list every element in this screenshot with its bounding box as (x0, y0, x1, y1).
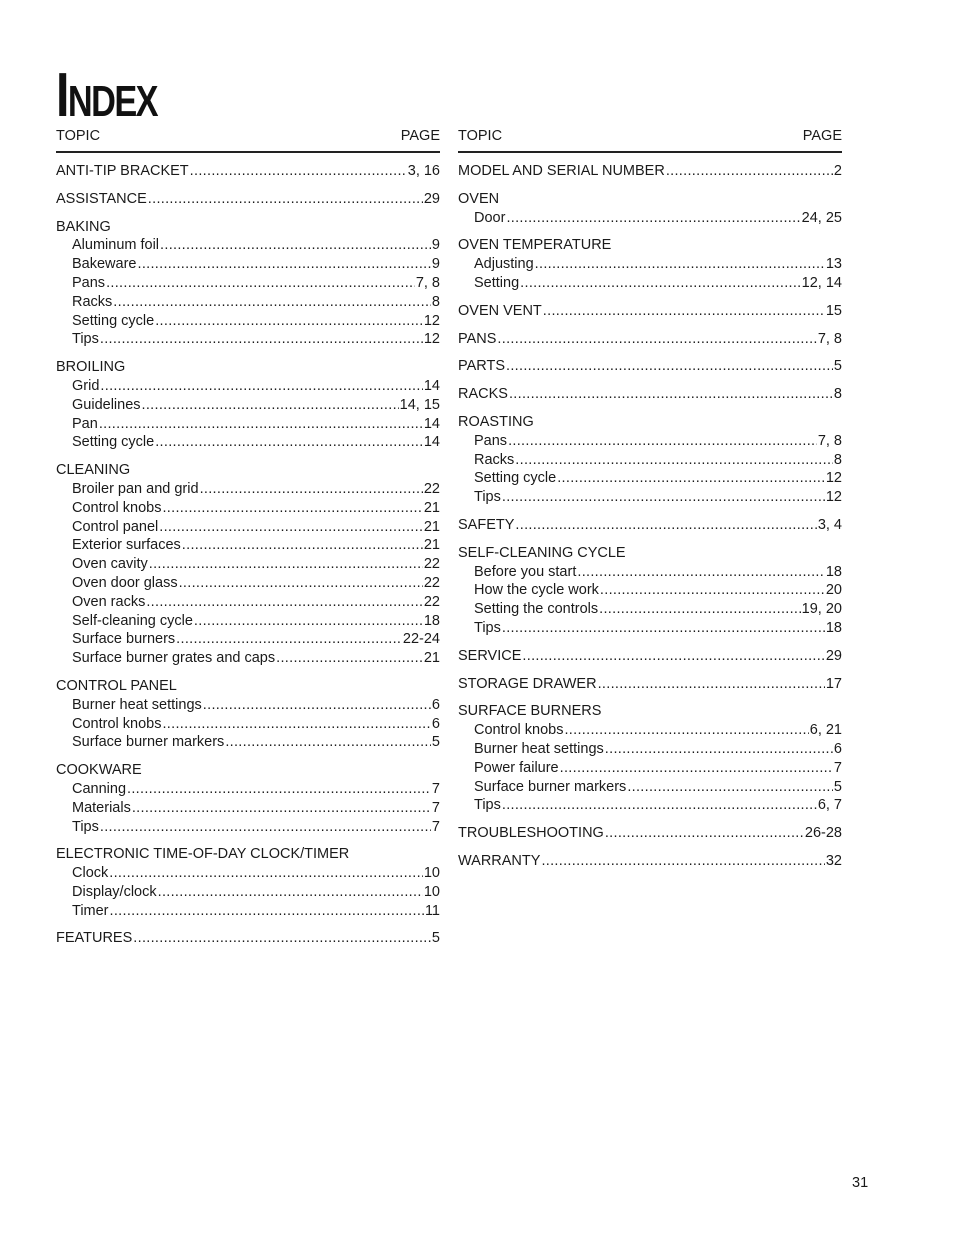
index-category: OVEN TEMPERATURE (458, 237, 612, 254)
index-entry (458, 647, 842, 666)
entry-page: 7, 8 (415, 274, 440, 291)
topic-header: TOPIC (458, 128, 503, 144)
index-group (56, 761, 440, 836)
entry-page: 12, 14 (801, 274, 842, 291)
entry-topic: Oven racks (72, 593, 146, 610)
index-entry (458, 162, 842, 181)
index-entry (56, 274, 440, 293)
dot-leader (502, 619, 825, 638)
index-group (458, 675, 842, 694)
entry-page: 9 (431, 237, 440, 254)
title-rest: NDEX (67, 77, 157, 126)
index-group (56, 461, 440, 668)
index-entry (56, 433, 440, 452)
index-entry (458, 357, 842, 376)
page-header: PAGE (400, 128, 440, 144)
index-entry (56, 499, 440, 518)
dot-leader (155, 433, 423, 452)
entry-page: 2 (833, 163, 842, 179)
index-category: OVEN (458, 190, 500, 207)
dot-leader (541, 852, 824, 871)
entry-page: 22 (423, 480, 440, 497)
entry-page: 7, 8 (817, 330, 842, 347)
entry-page: 12 (423, 312, 440, 329)
entry-topic: STORAGE DRAWER (458, 675, 597, 692)
index-entry (56, 780, 440, 799)
entry-page: 6, 21 (809, 722, 842, 739)
page-header: PAGE (802, 128, 842, 144)
entry-page: 7 (431, 799, 440, 816)
entry-topic: Setting the controls (474, 601, 599, 618)
dot-leader (577, 563, 825, 582)
index-entry (458, 824, 842, 843)
entry-topic: PANS (458, 330, 497, 347)
index-group (458, 852, 842, 871)
dot-leader (276, 649, 423, 668)
dot-leader (520, 274, 801, 293)
index-group (458, 824, 842, 843)
entry-page: 32 (825, 852, 842, 869)
index-group (458, 702, 842, 815)
entry-topic: Tips (72, 331, 99, 348)
entry-page: 6 (431, 696, 440, 713)
index-column-left (56, 128, 440, 957)
dot-leader (497, 330, 816, 349)
index-entry (458, 274, 842, 293)
dot-leader (162, 499, 422, 518)
entry-topic: Burner heat settings (72, 696, 202, 713)
topic-header: TOPIC (56, 128, 101, 144)
index-entry (458, 255, 842, 274)
dot-leader (515, 516, 816, 535)
dot-leader (132, 799, 431, 818)
entry-page: 22-24 (402, 631, 440, 648)
entry-page: 22 (423, 593, 440, 610)
entry-page: 6 (431, 715, 440, 732)
dot-leader (515, 451, 833, 470)
dot-leader (146, 593, 423, 612)
index-entry (458, 451, 842, 470)
dot-leader (522, 647, 824, 666)
index-group (458, 516, 842, 535)
index-category: CLEANING (56, 462, 131, 479)
entry-page: 14 (423, 377, 440, 394)
index-groups (458, 162, 842, 871)
index-entry (56, 929, 440, 948)
index-entry (56, 312, 440, 331)
entry-topic: Pans (72, 274, 106, 291)
dot-leader (506, 209, 800, 228)
column-header (458, 128, 842, 153)
index-entry (458, 721, 842, 740)
entry-page: 21 (423, 537, 440, 554)
entry-topic: Control panel (72, 518, 159, 535)
index-group (458, 357, 842, 376)
entry-page: 7 (431, 780, 440, 797)
dot-leader (600, 581, 825, 600)
entry-topic: Surface burner grates and caps (72, 650, 276, 667)
dot-leader (158, 883, 423, 902)
entry-page: 8 (833, 386, 842, 403)
index-group (458, 413, 842, 507)
index-entry (458, 740, 842, 759)
dot-leader (535, 255, 825, 274)
entry-topic: Before you start (474, 563, 577, 580)
entry-topic: How the cycle work (474, 582, 599, 599)
dot-leader (113, 293, 431, 312)
entry-topic: Setting (474, 274, 520, 291)
entry-page: 3, 16 (407, 163, 440, 179)
index-entry (458, 432, 842, 451)
index-category: ROASTING (458, 413, 534, 430)
index-entry (56, 555, 440, 574)
index-entry (56, 396, 440, 415)
entry-page: 19, 20 (801, 601, 842, 618)
index-entry (458, 488, 842, 507)
entry-topic: Door (474, 209, 506, 226)
dot-leader (149, 555, 423, 574)
index-group (458, 162, 842, 181)
dot-leader (666, 162, 833, 181)
index-entry (56, 864, 440, 883)
entry-page: 18 (423, 612, 440, 629)
index-entry (56, 162, 440, 181)
dot-leader (137, 255, 430, 274)
index-group (56, 929, 440, 948)
index-entry (458, 619, 842, 638)
index-entry (56, 518, 440, 537)
index-entry (56, 902, 440, 921)
dot-leader (502, 488, 825, 507)
entry-page: 8 (833, 451, 842, 468)
entry-page: 15 (825, 302, 842, 319)
entry-topic: Racks (72, 293, 113, 310)
index-groups (56, 162, 440, 948)
entry-page: 5 (833, 778, 842, 795)
index-entry (458, 796, 842, 815)
index-group (458, 385, 842, 404)
entry-topic: Timer (72, 902, 109, 919)
entry-page: 5 (431, 930, 440, 947)
entry-page: 21 (423, 499, 440, 516)
index-entry (56, 293, 440, 312)
entry-topic: SAFETY (458, 516, 515, 533)
index-group (56, 218, 440, 350)
entry-page: 7, 8 (817, 432, 842, 449)
index-entry (56, 883, 440, 902)
dot-leader (557, 469, 825, 488)
index-entry (56, 236, 440, 255)
entry-page: 18 (825, 563, 842, 580)
index-entry (56, 190, 440, 209)
dot-leader (106, 274, 415, 293)
index-category: ELECTRONIC TIME-OF-DAY CLOCK/TIMER (56, 846, 350, 863)
entry-topic: Tips (474, 619, 501, 636)
dot-leader (148, 190, 423, 209)
dot-leader (508, 432, 817, 451)
dot-leader (100, 818, 431, 837)
entry-page: 12 (825, 470, 842, 487)
index-entry (56, 255, 440, 274)
entry-page: 21 (423, 650, 440, 667)
entry-page: 12 (825, 489, 842, 506)
index-group (458, 236, 842, 292)
entry-topic: Clock (72, 865, 109, 882)
index-group (458, 330, 842, 349)
index-entry (56, 330, 440, 349)
entry-page: 10 (423, 865, 440, 882)
entry-page: 11 (424, 902, 440, 919)
index-entry (458, 852, 842, 871)
page-title (56, 60, 157, 131)
dot-leader (543, 302, 825, 321)
entry-topic: Tips (474, 797, 501, 814)
entry-page: 3, 4 (817, 516, 842, 533)
index-entry (458, 385, 842, 404)
dot-leader (182, 536, 423, 555)
index-entry (458, 675, 842, 694)
dot-leader (605, 740, 833, 759)
index-entry (56, 574, 440, 593)
index-entry (56, 818, 440, 837)
dot-leader (176, 630, 402, 649)
entry-topic: Tips (474, 489, 501, 506)
entry-topic: FEATURES (56, 930, 133, 947)
entry-page: 5 (833, 358, 842, 375)
entry-page: 7 (431, 818, 440, 835)
entry-page: 29 (825, 647, 842, 664)
entry-topic: Tips (72, 818, 99, 835)
entry-topic: Surface burners (72, 631, 176, 648)
dot-leader (100, 377, 422, 396)
entry-topic: MODEL AND SERIAL NUMBER (458, 163, 665, 179)
entry-topic: Control knobs (474, 722, 564, 739)
index-category: COOKWARE (56, 762, 142, 779)
dot-leader (100, 330, 423, 349)
dot-leader (200, 480, 423, 499)
entry-topic: ANTI-TIP BRACKET (56, 163, 189, 179)
entry-page: 14 (423, 415, 440, 432)
index-entry (458, 209, 842, 228)
dot-leader (599, 600, 801, 619)
dot-leader (225, 733, 431, 752)
dot-leader (598, 675, 825, 694)
entry-page: 14, 15 (399, 396, 440, 413)
entry-page: 13 (825, 256, 842, 273)
entry-topic: Racks (474, 451, 515, 468)
entry-page: 6 (833, 740, 842, 757)
index-entry (458, 759, 842, 778)
entry-topic: Exterior surfaces (72, 537, 181, 554)
index-group (56, 190, 440, 209)
index-entry (458, 581, 842, 600)
dot-leader (127, 780, 431, 799)
dot-leader (502, 796, 817, 815)
entry-topic: Control knobs (72, 499, 162, 516)
entry-topic: OVEN VENT (458, 302, 542, 319)
dot-leader (605, 824, 804, 843)
index-entry (56, 715, 440, 734)
index-entry (458, 302, 842, 321)
entry-page: 21 (423, 518, 440, 535)
index-group (458, 190, 842, 228)
entry-page: 17 (825, 675, 842, 692)
entry-page: 9 (431, 256, 440, 273)
index-entry (56, 649, 440, 668)
entry-page: 5 (431, 734, 440, 751)
index-group (56, 162, 440, 181)
entry-page: 24, 25 (801, 209, 842, 226)
dot-leader (133, 929, 431, 948)
entry-page: 8 (431, 293, 440, 310)
entry-page: 18 (825, 619, 842, 636)
entry-topic: Canning (72, 780, 127, 797)
index-entry (56, 696, 440, 715)
index-entry (56, 799, 440, 818)
entry-topic: Pans (474, 432, 508, 449)
entry-page: 14 (423, 434, 440, 451)
index-entry (458, 563, 842, 582)
dot-leader (560, 759, 833, 778)
entry-topic: Burner heat settings (474, 740, 604, 757)
dot-leader (109, 864, 423, 883)
index-group (56, 845, 440, 920)
index-entry (458, 469, 842, 488)
entry-page: 7 (833, 759, 842, 776)
entry-topic: WARRANTY (458, 852, 541, 869)
dot-leader (194, 612, 423, 631)
index-entry (56, 612, 440, 631)
entry-topic: Oven cavity (72, 556, 148, 573)
index-entry (56, 733, 440, 752)
dot-leader (99, 415, 423, 434)
entry-page: 22 (423, 574, 440, 591)
entry-page: 6, 7 (817, 797, 842, 814)
dot-leader (160, 236, 431, 255)
dot-leader (627, 778, 833, 797)
entry-topic: Setting cycle (72, 312, 155, 329)
entry-page: 10 (423, 883, 440, 900)
entry-topic: Grid (72, 377, 100, 394)
entry-topic: Oven door glass (72, 574, 178, 591)
entry-topic: Aluminum foil (72, 237, 160, 254)
index-category: CONTROL PANEL (56, 677, 177, 694)
entry-topic: Guidelines (72, 396, 141, 413)
entry-topic: Adjusting (474, 256, 534, 273)
page-number: 31 (852, 1175, 869, 1191)
entry-topic: Materials (72, 799, 131, 816)
dot-leader (142, 396, 399, 415)
entry-topic: Surface burner markers (474, 778, 627, 795)
index-group (56, 677, 440, 752)
index-group (458, 544, 842, 638)
index-entry (56, 536, 440, 555)
dot-leader (509, 385, 833, 404)
entry-topic: Self-cleaning cycle (72, 612, 193, 629)
index-entry (56, 593, 440, 612)
index-category: SELF-CLEANING CYCLE (458, 544, 626, 561)
index-category: BAKING (56, 218, 111, 235)
entry-page: 20 (825, 582, 842, 599)
index-entry (56, 377, 440, 396)
dot-leader (110, 902, 424, 921)
entry-topic: Control knobs (72, 715, 162, 732)
entry-page: 26-28 (804, 825, 842, 842)
index-entry (56, 630, 440, 649)
entry-topic: Setting cycle (72, 434, 155, 451)
column-header (56, 128, 440, 153)
index-category: SURFACE BURNERS (458, 703, 602, 720)
index-entry (458, 778, 842, 797)
dot-leader (564, 721, 808, 740)
dot-leader (203, 696, 431, 715)
entry-page: 12 (423, 331, 440, 348)
entry-topic: Pan (72, 415, 98, 432)
entry-topic: SERVICE (458, 647, 522, 664)
index-entry (56, 480, 440, 499)
entry-topic: ASSISTANCE (56, 190, 147, 207)
dot-leader (155, 312, 423, 331)
entry-topic: Broiler pan and grid (72, 480, 199, 497)
index-entry (458, 600, 842, 619)
entry-page: 29 (423, 190, 440, 207)
entry-topic: Bakeware (72, 256, 137, 273)
index-entry (458, 330, 842, 349)
index-entry (458, 516, 842, 535)
index-group (56, 358, 440, 452)
index-category: BROILING (56, 359, 126, 376)
entry-topic: Surface burner markers (72, 734, 225, 751)
index-group (458, 302, 842, 321)
entry-topic: TROUBLESHOOTING (458, 825, 604, 842)
index-column-right (458, 128, 842, 880)
index-entry (56, 415, 440, 434)
entry-topic: PARTS (458, 358, 506, 375)
dot-leader (506, 357, 833, 376)
entry-topic: Setting cycle (474, 470, 557, 487)
dot-leader (190, 162, 407, 181)
entry-topic: Display/clock (72, 883, 157, 900)
dot-leader (159, 518, 423, 537)
dot-leader (179, 574, 423, 593)
title-initial: I (56, 61, 68, 130)
entry-page: 22 (423, 556, 440, 573)
entry-topic: Power failure (474, 759, 559, 776)
index-group (458, 647, 842, 666)
entry-topic: RACKS (458, 386, 508, 403)
dot-leader (162, 715, 430, 734)
